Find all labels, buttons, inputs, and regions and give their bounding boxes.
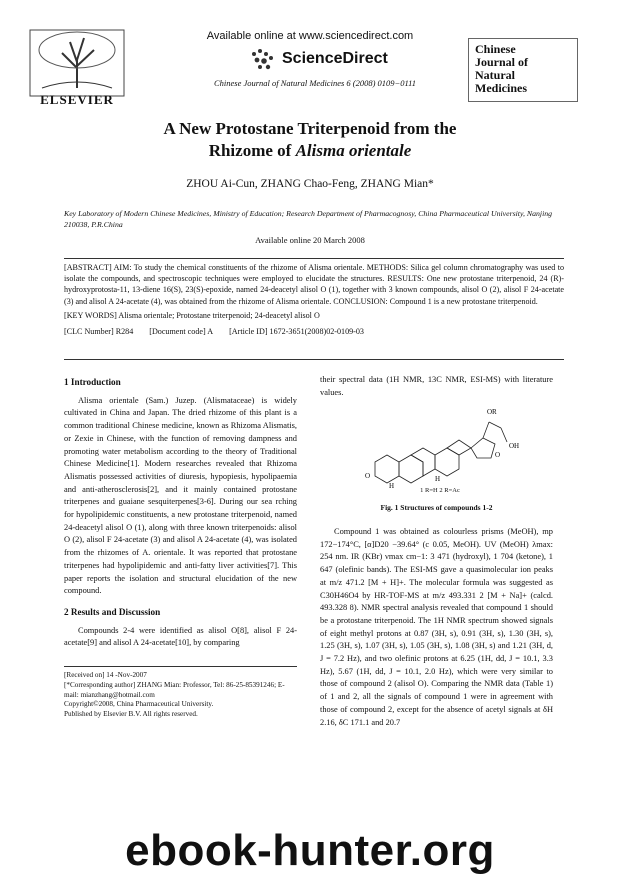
introduction-paragraph: Alisma orientale (Sam.) Juzep. (Alismataceae) is widely cultivated in China and Japan. The dried rhizome of this plant is a common traditional Chinese medicine, known as Rhizoma Alismatis, or Zexie in Chinese, with the function of removing dampness and promoting water metabolism according to the theory of Traditional Chinese Medicine[1]. Modern researches revealed that Rhizoma Alismatis possessed activities of diuresis, hypopiesis, hypolipaemia and anti-atherosclerosis[2], and it mainly contained protostane triterpenes and guaiane sesquiterpenes[3-6]. During our sea rching for hypolipidemic constituents, a new protostane triterpenoid, named 24-deacetyl alisol O (1), along with three known triterpenoids: alisol O (2), alisol F 24-acetate (3) and alisol A 24-acetate (4), was isolated from the rhizomes of A. orientale. It was reported that protostane triterpenes had hypolipidemic and anti-fatty liver activities[7]. This paper reports the isolation and structural elucidation of the new compound. — [64, 395, 297, 596]
journal-citation: Chinese Journal of Natural Medicines 6 (2008) 0109−0111 — [213, 78, 417, 88]
watermark-text: ebook-hunter.org — [125, 826, 495, 875]
available-online-notice[interactable]: Available online at www.sciencedirect.com — [206, 30, 414, 42]
results-paragraph: Compounds 2-4 were identified as alisol O[8], alisol F 24-acetate[9] and alisol A 24-acetate[10], by comparing — [64, 625, 297, 648]
affiliation: Key Laboratory of Modern Chinese Medicines, Ministry of Education; Research Department of Pharmacognosy, China Pharmaceutical University, Nanjing 210038, P.R.China — [64, 209, 553, 229]
publisher-name: ELSEVIER — [40, 92, 114, 107]
compound-description-paragraph: Compound 1 was obtained as colourless prisms (MeOH), mp 172−174°C, [α]D20 −39.64° (c 0.05, MeOH). UV (MeOH) λmax: 254 nm. IR (KBr) νmax cm−1: 3 471 (hydroxyl), 1 704 (ketone), 1 647 (olefinic bands). The ESI-MS gave a quasimolecular ion peaks at m/z 471.2 [M + H]+. The molecular formula was suggested as C30H46O4 by HR-TOF-MS at m/z 493.331 2 [M + Na]+ (calcd. 493.328 8). NMR spectral analysis revealed that compound 1 should be a protostane triterpenoid. The 1H NMR spectrum showed signals of eight methyl protons at 0.87 (3H, s), 0.91 (3H, s), 1.30 (3H, s), 1.25 (3H, s), 1.07 (3H, s), 1.05 (3H, s), 1.08 (3H, s) and 1.21 (3H, d, J = 7.2 Hz), and two olefinic protons at 6.25 (1H, dd, J = 10.1, 3.3 Hz), 5.67 (1H, dd, J = 10.1, 2.0 Hz), which were very similar to those of compound 2 (alisol O). Comparing the NMR data (Table 1) of 1 and 2, all the signals of compound 1 were in agreement with those of compound 2, except for the absence of acetyl signals at δH 2.16, δC 171.1 and 20.7 — [320, 527, 553, 727]
figure-caption: Fig. 1 Structures of compounds 1-2 — [380, 503, 493, 512]
sciencedirect-dots-icon — [248, 46, 278, 72]
journal-name-box — [468, 38, 578, 102]
right-column-body — [320, 526, 553, 729]
left-column — [64, 376, 297, 650]
structure-atom-label: OH — [509, 442, 520, 450]
structure-atom-label: O — [365, 472, 371, 480]
author-list: ZHOU Ai-Cun, ZHANG Chao-Feng, ZHANG Mian* — [186, 178, 434, 190]
structure-atom-label: O — [495, 451, 501, 459]
footnotes — [64, 666, 297, 720]
document-code: [Document code] A — [149, 327, 214, 337]
abstract-box — [64, 258, 564, 360]
online-date: Available online 20 March 2008 — [255, 235, 365, 245]
figure-compound-labels: 1 R=H 2 R=Ac — [420, 487, 460, 494]
right-column-intro — [320, 374, 553, 399]
spectral-data-sentence: their spectral data (1H NMR, 13C NMR, ESI-MS) with literature values. — [320, 375, 553, 397]
journal-name-line: Natural — [475, 68, 515, 82]
structure-atom-label: OR — [487, 408, 497, 416]
received-date: [Received on] 14 -Nov-2007 — [64, 671, 147, 679]
publisher-note: Published by Elsevier B.V. All rights reserved. — [64, 710, 198, 719]
classification-row — [64, 326, 564, 337]
structure-atom-label: H — [389, 482, 395, 488]
sciencedirect-logo-text: ScienceDirect — [282, 50, 388, 67]
title-line-2 — [40, 140, 580, 162]
structure-atom-label: H — [435, 475, 441, 483]
copyright: Copyright©2008, China Pharmaceutical University. — [64, 700, 214, 709]
abstract-text: [ABSTRACT] AIM: To study the chemical constituents of the rhizome of Alisma orientale. METHODS: Silica gel column chromatography was used to isolate the compounds, and spectroscopic techniques were employed to elucidate the structures. RESULTS: One new protostane triterpenoid, 24 (R)-hydroxyprotosta-11, 13-diene 16(S), 23(S)-epoxide, named 24-deacetyl alisol O (1), together with 3 known compounds, alisol O (2), alisol F 24-acetate (3) and alisol A 24-acetate (4), was obtained from the rhizome of Alisma orientale. CONCLUSION: Compound 1 is a new protostane triterpenoid. — [64, 263, 564, 306]
section-heading-introduction: 1 Introduction — [64, 377, 121, 387]
section-heading-results: 2 Results and Discussion — [64, 606, 161, 617]
journal-name-line: Journal of — [475, 55, 529, 69]
keywords: [KEY WORDS] Alisma orientale; Protostane triterpenoid; 24-deacetyl alisol O — [64, 310, 320, 320]
chemical-structure-figure — [335, 402, 545, 488]
corresponding-author[interactable]: [*Corresponding author] ZHANG Mian: Professor, Tel: 86-25-85391246; E-mail: mianzhang@hotmail.com — [64, 680, 285, 699]
title-line-1: A New Protostane Triterpenoid from the — [163, 119, 457, 138]
title-species-name: Alisma orientale — [295, 141, 412, 160]
title-line-2-plain: Rhizome of — [208, 141, 296, 160]
journal-name-line: Chinese — [475, 42, 516, 56]
article-title — [40, 118, 580, 162]
article-id: [Article ID] 1672-3651(2008)02-0109-03 — [229, 327, 364, 337]
journal-name-line: Medicines — [475, 81, 527, 95]
clc-number: [CLC Number] R284 — [64, 327, 134, 337]
